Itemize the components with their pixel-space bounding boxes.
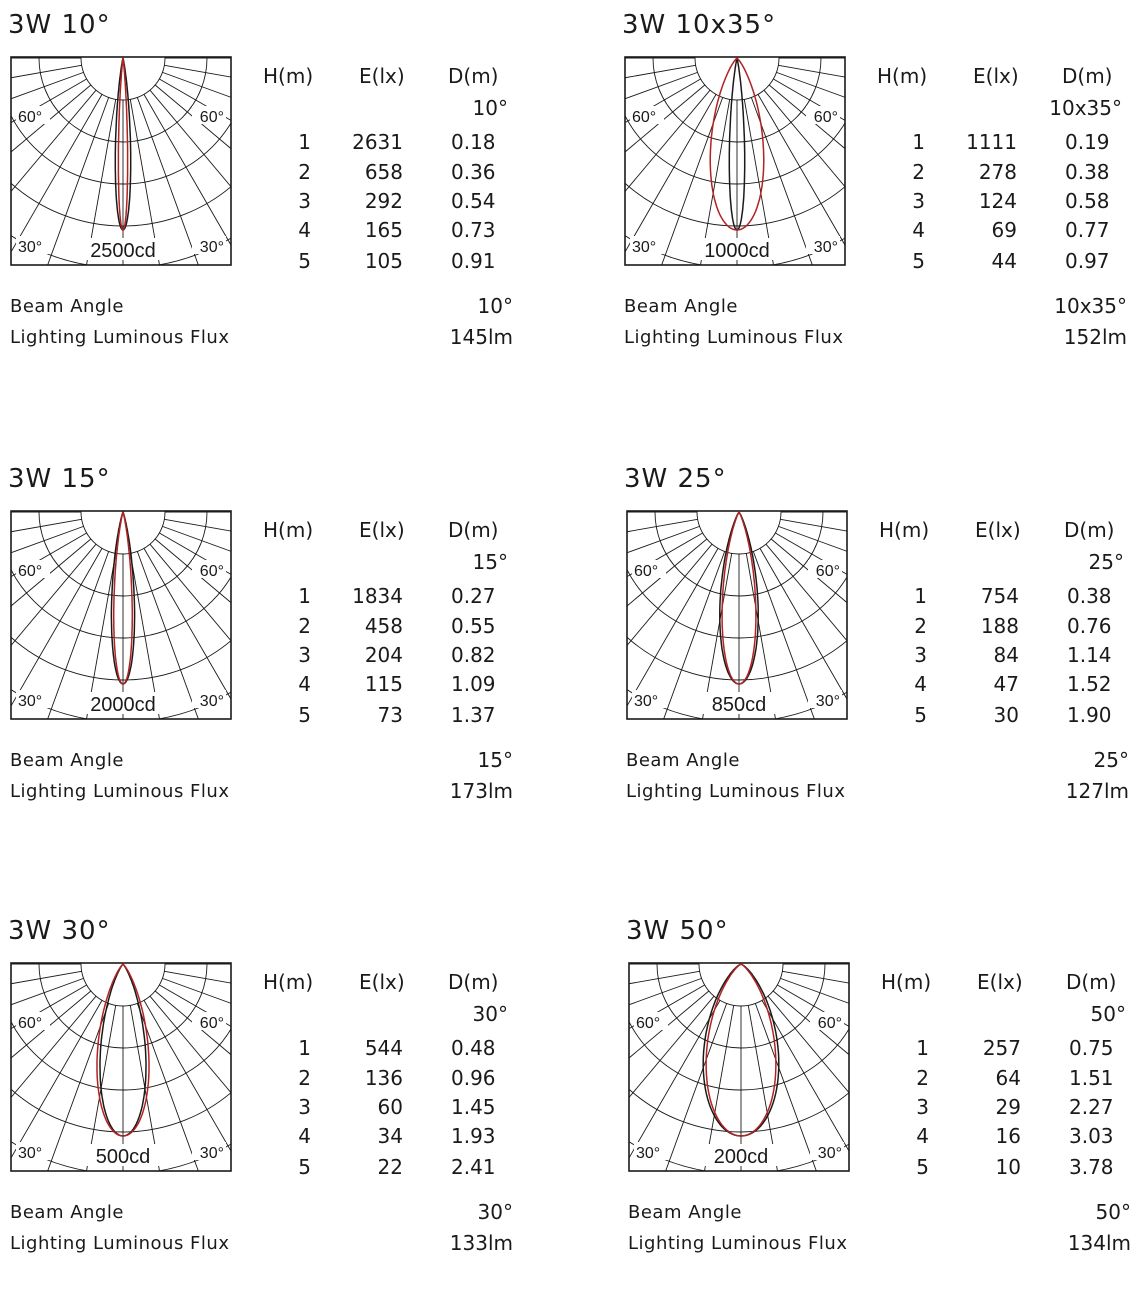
polar-grid [10, 510, 232, 720]
column-header-h: H(m) [877, 64, 928, 88]
illuminance-value: 29 [995, 1095, 1021, 1119]
polar-ring [10, 510, 232, 680]
luminous-flux-label: Lighting Luminous Flux [10, 327, 230, 348]
diameter-value: 1.52 [1067, 672, 1112, 696]
polar-grid [10, 56, 232, 266]
angle-30-left-label: 30° [632, 239, 657, 256]
illuminance-value: 10 [995, 1155, 1021, 1179]
illuminance-value: 44 [991, 249, 1017, 273]
height-value: 3 [912, 189, 925, 213]
column-header-e: E(lx) [975, 518, 1021, 542]
angle-60-left-label: 60° [18, 109, 43, 126]
beam-angle-header: 50° [1090, 1002, 1126, 1026]
illuminance-value: 60 [377, 1095, 403, 1119]
polar-spoke [10, 72, 84, 194]
beam-angle-header: 10x35° [1049, 96, 1122, 120]
height-value: 2 [298, 160, 311, 184]
luminous-flux-value: 145lm [449, 325, 513, 349]
angle-30-right-label: 30° [815, 693, 840, 710]
diameter-value: 0.76 [1067, 614, 1112, 638]
polar-intensity-diagram [626, 510, 848, 720]
polar-intensity-diagram [10, 962, 232, 1172]
polar-grid [626, 510, 848, 720]
angle-30-left-label: 30° [634, 693, 659, 710]
height-value: 2 [914, 614, 927, 638]
diameter-value: 2.41 [451, 1155, 496, 1179]
illuminance-value: 22 [377, 1155, 403, 1179]
angle-60-right-label: 60° [199, 563, 224, 580]
polar-spoke [780, 978, 850, 1100]
polar-spoke [626, 533, 703, 712]
luminous-flux-value: 133lm [449, 1231, 513, 1255]
beam-angle-label: Beam Angle [628, 1202, 742, 1223]
illuminance-value: 47 [993, 672, 1019, 696]
angle-60-right-label: 60° [815, 563, 840, 580]
panel-title: 3W 10° [8, 10, 111, 40]
diameter-value: 0.48 [451, 1036, 496, 1060]
intensity-scale-label: 2000cd [90, 694, 156, 716]
diameter-value: 0.82 [451, 643, 496, 667]
polar-spoke [162, 978, 232, 1100]
height-value: 1 [914, 584, 927, 608]
polar-spoke [10, 978, 84, 1100]
panel-title: 3W 50° [626, 916, 729, 946]
polar-spoke [10, 79, 87, 258]
beam-angle-header: 10° [472, 96, 508, 120]
polar-spoke [624, 72, 698, 194]
height-value: 1 [912, 130, 925, 154]
polar-frame [627, 511, 847, 719]
height-value: 3 [298, 643, 311, 667]
height-value: 3 [298, 189, 311, 213]
polar-grid [624, 56, 846, 266]
angle-60-right-label: 60° [199, 1015, 224, 1032]
diameter-value: 0.77 [1065, 218, 1110, 242]
column-header-d: D(m) [1062, 64, 1113, 88]
column-header-h: H(m) [263, 518, 314, 542]
beam-angle-value: 25° [1093, 748, 1129, 772]
illuminance-value: 165 [364, 218, 403, 242]
product-panel [8, 464, 528, 864]
intensity-scale-label: 2500cd [90, 240, 156, 262]
diameter-value: 1.37 [451, 703, 496, 727]
column-header-e: E(lx) [359, 970, 405, 994]
diameter-value: 0.36 [451, 160, 496, 184]
beam-angle-label: Beam Angle [626, 750, 740, 771]
illuminance-value: 458 [364, 614, 403, 638]
polar-ring [626, 510, 848, 680]
luminous-flux-label: Lighting Luminous Flux [624, 327, 844, 348]
illuminance-value: 1111 [966, 130, 1017, 154]
angle-60-left-label: 60° [634, 563, 659, 580]
beam-angle-value: 15° [477, 748, 513, 772]
illuminance-value: 30 [993, 703, 1019, 727]
beam-angle-value: 10° [477, 294, 513, 318]
diameter-value: 0.75 [1069, 1036, 1114, 1060]
polar-intensity-diagram [10, 56, 232, 266]
beam-angle-label: Beam Angle [10, 750, 124, 771]
polar-spoke [162, 72, 232, 194]
polar-ring [624, 56, 846, 266]
illuminance-value: 278 [978, 160, 1017, 184]
beam-angle-value: 50° [1095, 1200, 1131, 1224]
height-value: 4 [298, 1124, 311, 1148]
intensity-scale-label: 200cd [713, 1146, 769, 1168]
polar-frame [11, 511, 231, 719]
luminous-flux-value: 127lm [1065, 779, 1129, 803]
panel-title: 3W 15° [8, 464, 111, 494]
angle-30-right-label: 30° [817, 1145, 842, 1162]
polar-spoke [162, 526, 232, 648]
illuminance-value: 2631 [352, 130, 403, 154]
illuminance-value: 292 [364, 189, 403, 213]
height-value: 5 [298, 1155, 311, 1179]
beam-angle-header: 30° [472, 1002, 508, 1026]
illuminance-value: 204 [364, 643, 403, 667]
height-value: 4 [298, 218, 311, 242]
column-header-d: D(m) [448, 970, 499, 994]
diameter-value: 1.14 [1067, 643, 1112, 667]
height-value: 1 [298, 584, 311, 608]
height-value: 3 [916, 1095, 929, 1119]
height-value: 2 [298, 614, 311, 638]
height-value: 5 [914, 703, 927, 727]
height-value: 2 [916, 1066, 929, 1090]
column-header-d: D(m) [448, 518, 499, 542]
polar-frame [11, 963, 231, 1171]
illuminance-value: 105 [364, 249, 403, 273]
angle-60-right-label: 60° [813, 109, 838, 126]
beam-angle-value: 30° [477, 1200, 513, 1224]
height-value: 4 [912, 218, 925, 242]
polar-spoke [773, 79, 846, 258]
polar-ring [10, 962, 232, 1172]
diameter-value: 0.19 [1065, 130, 1110, 154]
polar-spoke [775, 533, 848, 712]
polar-ring [10, 510, 232, 720]
column-header-h: H(m) [881, 970, 932, 994]
illuminance-value: 1834 [352, 584, 403, 608]
height-value: 3 [914, 643, 927, 667]
polar-ring [10, 962, 232, 1132]
polar-intensity-diagram [624, 56, 846, 266]
polar-ring [628, 962, 850, 1172]
polar-ring [628, 962, 850, 1132]
column-header-h: H(m) [879, 518, 930, 542]
diameter-value: 0.38 [1065, 160, 1110, 184]
column-header-e: E(lx) [359, 64, 405, 88]
polar-spoke [628, 978, 702, 1100]
height-value: 2 [298, 1066, 311, 1090]
column-header-h: H(m) [263, 64, 314, 88]
product-panel [626, 916, 1140, 1316]
angle-30-right-label: 30° [199, 239, 224, 256]
luminous-flux-label: Lighting Luminous Flux [626, 781, 846, 802]
height-value: 4 [298, 672, 311, 696]
angle-30-left-label: 30° [636, 1145, 661, 1162]
luminous-flux-value: 134lm [1067, 1231, 1131, 1255]
diameter-value: 0.38 [1067, 584, 1112, 608]
height-value: 5 [916, 1155, 929, 1179]
height-value: 5 [298, 703, 311, 727]
illuminance-value: 136 [364, 1066, 403, 1090]
luminous-flux-label: Lighting Luminous Flux [10, 1233, 230, 1254]
polar-ring [624, 56, 846, 226]
angle-60-left-label: 60° [632, 109, 657, 126]
polar-spoke [159, 985, 232, 1164]
beam-angle-header: 15° [472, 550, 508, 574]
polar-ring [10, 510, 232, 720]
polar-spoke [624, 79, 701, 258]
diameter-value: 3.03 [1069, 1124, 1114, 1148]
illuminance-value: 84 [993, 643, 1019, 667]
panel-title: 3W 10x35° [622, 10, 777, 40]
angle-60-right-label: 60° [199, 109, 224, 126]
illuminance-value: 754 [980, 584, 1019, 608]
luminous-flux-label: Lighting Luminous Flux [10, 781, 230, 802]
luminous-flux-value: 152lm [1063, 325, 1127, 349]
column-header-d: D(m) [448, 64, 499, 88]
angle-60-left-label: 60° [18, 563, 43, 580]
beam-angle-header: 25° [1088, 550, 1124, 574]
illuminance-value: 115 [364, 672, 403, 696]
diameter-value: 0.55 [451, 614, 496, 638]
column-header-d: D(m) [1064, 518, 1115, 542]
polar-spoke [159, 79, 232, 258]
luminous-flux-label: Lighting Luminous Flux [628, 1233, 848, 1254]
height-value: 1 [916, 1036, 929, 1060]
polar-spoke [778, 526, 848, 648]
angle-30-left-label: 30° [18, 1145, 43, 1162]
diameter-value: 0.58 [1065, 189, 1110, 213]
beam-angle-label: Beam Angle [10, 1202, 124, 1223]
polar-grid [10, 962, 232, 1172]
angle-30-left-label: 30° [18, 239, 43, 256]
angle-60-left-label: 60° [636, 1015, 661, 1032]
diameter-value: 1.09 [451, 672, 496, 696]
illuminance-value: 34 [377, 1124, 403, 1148]
diameter-value: 0.54 [451, 189, 496, 213]
angle-60-right-label: 60° [817, 1015, 842, 1032]
intensity-scale-label: 1000cd [704, 240, 770, 262]
diameter-value: 0.73 [451, 218, 496, 242]
polar-frame [629, 963, 849, 1171]
angle-30-left-label: 30° [18, 693, 43, 710]
product-panel [622, 10, 1140, 410]
diameter-value: 1.90 [1067, 703, 1112, 727]
diameter-value: 0.27 [451, 584, 496, 608]
column-header-e: E(lx) [977, 970, 1023, 994]
illuminance-value: 544 [364, 1036, 403, 1060]
polar-spoke [777, 985, 850, 1164]
height-value: 5 [298, 249, 311, 273]
intensity-scale-label: 500cd [95, 1146, 151, 1168]
diameter-value: 1.45 [451, 1095, 496, 1119]
diameter-value: 0.91 [451, 249, 496, 273]
polar-spoke [628, 985, 705, 1164]
height-value: 4 [916, 1124, 929, 1148]
beam-angle-label: Beam Angle [624, 296, 738, 317]
illuminance-value: 124 [978, 189, 1017, 213]
height-value: 1 [298, 1036, 311, 1060]
polar-intensity-diagram [10, 510, 232, 720]
angle-30-right-label: 30° [199, 693, 224, 710]
diameter-value: 1.93 [451, 1124, 496, 1148]
polar-spoke [10, 526, 84, 648]
product-panel [8, 10, 528, 410]
height-value: 3 [298, 1095, 311, 1119]
column-header-e: E(lx) [359, 518, 405, 542]
illuminance-value: 16 [995, 1124, 1021, 1148]
polar-spoke [10, 533, 87, 712]
column-header-h: H(m) [263, 970, 314, 994]
illuminance-value: 64 [995, 1066, 1021, 1090]
diameter-value: 0.97 [1065, 249, 1110, 273]
polar-spoke [10, 985, 87, 1164]
beam-angle-value: 10x35° [1054, 294, 1127, 318]
angle-60-left-label: 60° [18, 1015, 43, 1032]
diameter-value: 0.18 [451, 130, 496, 154]
height-value: 4 [914, 672, 927, 696]
height-value: 5 [912, 249, 925, 273]
polar-spoke [626, 526, 700, 648]
diameter-value: 3.78 [1069, 1155, 1114, 1179]
angle-30-right-label: 30° [199, 1145, 224, 1162]
illuminance-value: 188 [980, 614, 1019, 638]
polar-spoke [776, 72, 846, 194]
polar-ring [624, 56, 846, 266]
illuminance-value: 73 [377, 703, 403, 727]
height-value: 1 [298, 130, 311, 154]
polar-spoke [159, 533, 232, 712]
column-header-d: D(m) [1066, 970, 1117, 994]
polar-ring [628, 962, 850, 1172]
luminous-flux-value: 173lm [449, 779, 513, 803]
panel-title: 3W 25° [624, 464, 727, 494]
diameter-value: 2.27 [1069, 1095, 1114, 1119]
illuminance-value: 658 [364, 160, 403, 184]
polar-ring [10, 962, 232, 1172]
diameter-value: 1.51 [1069, 1066, 1114, 1090]
polar-ring [626, 510, 848, 720]
polar-grid [628, 962, 850, 1172]
diameter-value: 0.96 [451, 1066, 496, 1090]
product-panel [8, 916, 528, 1316]
illuminance-value: 257 [982, 1036, 1021, 1060]
column-header-e: E(lx) [973, 64, 1019, 88]
polar-frame [625, 57, 845, 265]
product-panel [624, 464, 1140, 864]
angle-30-right-label: 30° [813, 239, 838, 256]
polar-ring [626, 510, 848, 720]
beam-angle-label: Beam Angle [10, 296, 124, 317]
panel-title: 3W 30° [8, 916, 111, 946]
illuminance-value: 69 [991, 218, 1017, 242]
intensity-scale-label: 850cd [711, 694, 767, 716]
polar-intensity-diagram [628, 962, 850, 1172]
height-value: 2 [912, 160, 925, 184]
